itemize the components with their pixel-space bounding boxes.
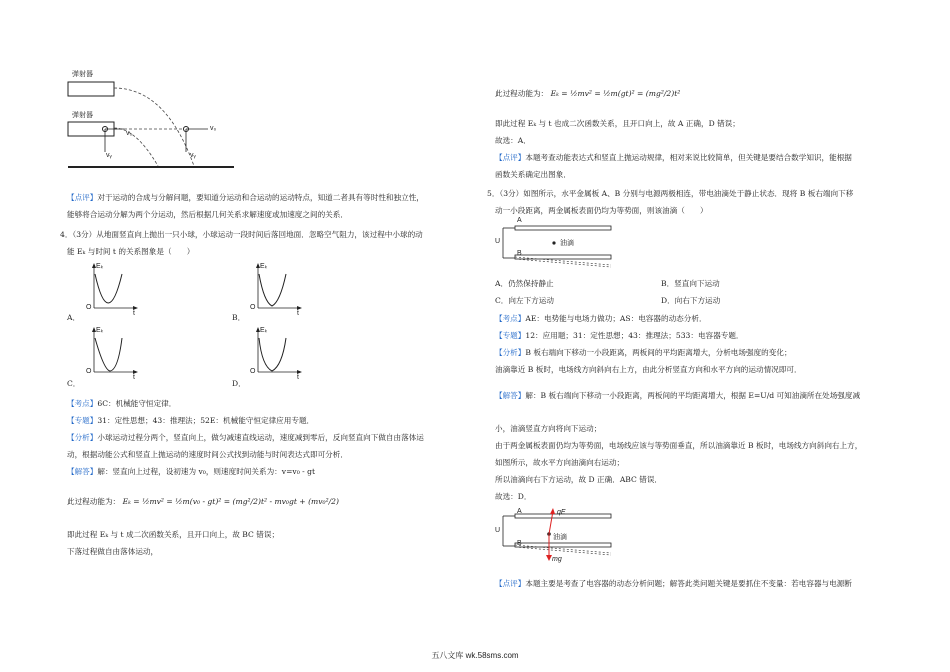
launcher-figure [66, 66, 246, 186]
kaodian-4 [67, 398, 176, 409]
review-2-line2: 函数关系确定出图象． [495, 170, 571, 179]
fenxi5-line1: B 板右端向下移动一小段距离，两板间的平均距离增大，分析电场强度的变化； [525, 348, 792, 357]
graph-b-ek: Eₖ [260, 263, 268, 270]
fenxi-4-line2: 动，根据动能公式和竖直上抛运动的速度时间公式找到动能与时间表达式即可分析． [67, 450, 348, 459]
q4-line2: 能 Eₖ 与时间 t 的关系图象是（ ） [67, 247, 195, 256]
jieda-5-line3: 由于两金属板表面仍均为等势面，电场线应该与等势面垂直，所以油滴靠近 B 板时，电场线方向斜向右上方， [495, 441, 863, 450]
review2-line1: 本题考查动能表达式和竖直上抛运动规律，相对来说比较简单，但关键是要结合数学知识，能根据 [525, 153, 852, 162]
graph-c-ek: Eₖ [96, 327, 104, 334]
option-5c: C．向左下方运动 [495, 296, 554, 305]
graph-c-t: t [133, 374, 135, 381]
graph-d-ek: Eₖ [260, 327, 268, 334]
footer-watermark: 五八文库 wk.58sms.com [431, 651, 519, 660]
kaodian5-tag: 【考点】 [495, 314, 526, 323]
option-5d: D．向右下方运动 [661, 296, 721, 305]
eq1-formula: Eₖ = ½mv² = ½m(v₀ - gt)² = (mg²/2)t² - mv₀gt + (mv₀²/2) [122, 497, 339, 506]
jieda-5 [495, 390, 860, 401]
review3-tag: 【点评】 [495, 579, 526, 588]
option-a-label: A． [67, 313, 81, 322]
left-column [0, 0, 475, 640]
kaodian5-text: AE：电势能与电场力做功；AS：电容器的动态分析． [525, 314, 707, 323]
kaodian-5 [495, 313, 707, 324]
graph-c-o: O [86, 368, 92, 375]
option-5a: A．仍然保持静止 [495, 279, 554, 288]
eq2-prefix: 此过程动能为： [495, 89, 549, 98]
fenxi5-tag: 【分析】 [495, 348, 526, 357]
review3-text: 本题主要是考查了电容器的动态分析问题；解答此类问题关键是要抓住不变量：若电容器与电源断 [525, 579, 852, 588]
q5-line2: 动一小段距离，两金属板表面仍均为等势面，则该油滴（ ） [495, 206, 708, 215]
review-1 [67, 192, 424, 203]
review-1-line1: 对于运动的合成与分解问题，要知道分运动和合运动的运动特点，知道二者具有等时性和独立性， [97, 193, 424, 202]
graph-a-o: O [86, 304, 92, 311]
zhuanti-4 [67, 415, 314, 426]
option-b-label: B． [232, 313, 246, 322]
graph-b-o: O [250, 304, 256, 311]
review-3 [495, 578, 852, 589]
voltage2-label: U [495, 527, 501, 534]
jieda-text: 解：竖直向上过程，设初速为 v₀，则速度时间关系为：v=v₀ - gt [97, 467, 316, 476]
launcher-bottom-label: 弹射器 [72, 112, 93, 119]
option-5b: B．竖直向下运动 [661, 279, 720, 288]
jieda5-tag: 【解答】 [495, 391, 526, 400]
review-2 [495, 152, 852, 163]
v0-label: v₀ [126, 130, 133, 137]
q4-line1: 4．（3分）从地面竖直向上抛出一只小球，小球运动一段时间后落回地面．忽略空气阻力，该过程中小球的动 [60, 230, 423, 239]
mg-label: mg [552, 556, 562, 563]
droplet2-label: 油滴 [553, 534, 567, 541]
graph-a-t: t [133, 310, 135, 317]
right-r2: 故选：A． [495, 136, 531, 145]
equation-2 [495, 88, 680, 99]
jieda-5-line2: 小，油滴竖直方向将向下运动； [495, 424, 602, 433]
q5-line1: 5．（3分）如图所示，水平金属板 A、B 分别与电源两极相连，带电油滴处于静止状态．现将 B 板右端向下移 [487, 189, 854, 198]
plate-b-label: B [517, 250, 522, 257]
review-1-line2: 能够将合运动分解为两个分运动，然后根据几何关系求解速度或加速度之间的关系． [67, 210, 348, 219]
kaodian-text: 6C：机械能守恒定律． [97, 399, 177, 408]
plate-a-label: A [517, 217, 522, 224]
zhuanti5-text: 12：应用题；31：定性思想；43：推理法；533：电容器专题． [525, 331, 744, 340]
plate-a2-label: A [517, 508, 522, 515]
graph-a-ek: Eₖ [96, 263, 104, 270]
vy2-label: vᵧ [190, 152, 196, 159]
jieda-5-line6: 故选：D． [495, 492, 532, 501]
qe-label: qE [557, 509, 566, 516]
fenxi-5-line2: 油滴靠近 B 板时，电场线方向斜向右上方，由此分析竖直方向和水平方向的运动情况即可． [495, 365, 802, 374]
graph-d-o: O [250, 368, 256, 375]
after-1: 即此过程 Eₖ 与 t 成二次函数关系，且开口向上，故 BC 错误； [67, 530, 280, 539]
eq2-formula: Eₖ = ½mv² = ½m(gt)² = (mg²/2)t² [550, 89, 681, 98]
droplet-label: 油滴 [560, 240, 574, 247]
launcher-top-label: 弹射器 [72, 71, 93, 78]
fenxi-5 [495, 347, 792, 358]
right-column [475, 0, 950, 640]
jieda-4 [67, 466, 315, 477]
v0b-label: v₀ [210, 125, 217, 132]
zhuanti-text: 31：定性思想；43：推理法；52E：机械能守恒定律应用专题． [97, 416, 315, 425]
capacitor-figure [493, 220, 613, 270]
equation-1 [67, 496, 339, 507]
zhuanti-5 [495, 330, 744, 341]
after-2: 下落过程做自由落体运动， [67, 547, 159, 556]
review2-tag: 【点评】 [495, 153, 526, 162]
zhuanti5-tag: 【专题】 [495, 331, 526, 340]
option-c-label: C． [67, 379, 81, 388]
jieda-5-line5: 所以油滴向右下方运动，故 D 正确．ABC 错误． [495, 475, 663, 484]
voltage-label: U [495, 238, 501, 245]
jieda-tag: 【解答】 [67, 467, 98, 476]
fenxi-line1: 小球运动过程分两个，竖直向上，做匀减速直线运动，速度减到零后，反向竖直向下做自由落体运 [97, 433, 424, 442]
graph-b-t: t [297, 310, 299, 317]
plate-b2-label: B [517, 540, 522, 547]
kaodian-tag: 【考点】 [67, 399, 98, 408]
fenxi-4 [67, 432, 424, 443]
right-r1: 即此过程 Eₖ 与 t 也成二次函数关系，且开口向上，故 A 正确，D 错误； [495, 119, 740, 128]
jieda-5-line4: 如图所示，故水平方向油滴向右运动； [495, 458, 625, 467]
vy1-label: vᵧ [106, 152, 112, 159]
graph-d-t: t [297, 374, 299, 381]
jieda5-line1: 解：B 板右端向下移动一小段距离，两板间的平均距离增大，根据 E=U/d 可知油滴所在处场强度减 [525, 391, 861, 400]
zhuanti-tag: 【专题】 [67, 416, 98, 425]
eq1-prefix: 此过程动能为： [67, 497, 121, 506]
fenxi-tag: 【分析】 [67, 433, 98, 442]
option-d-label: D． [232, 379, 246, 388]
review-tag: 【点评】 [67, 193, 98, 202]
